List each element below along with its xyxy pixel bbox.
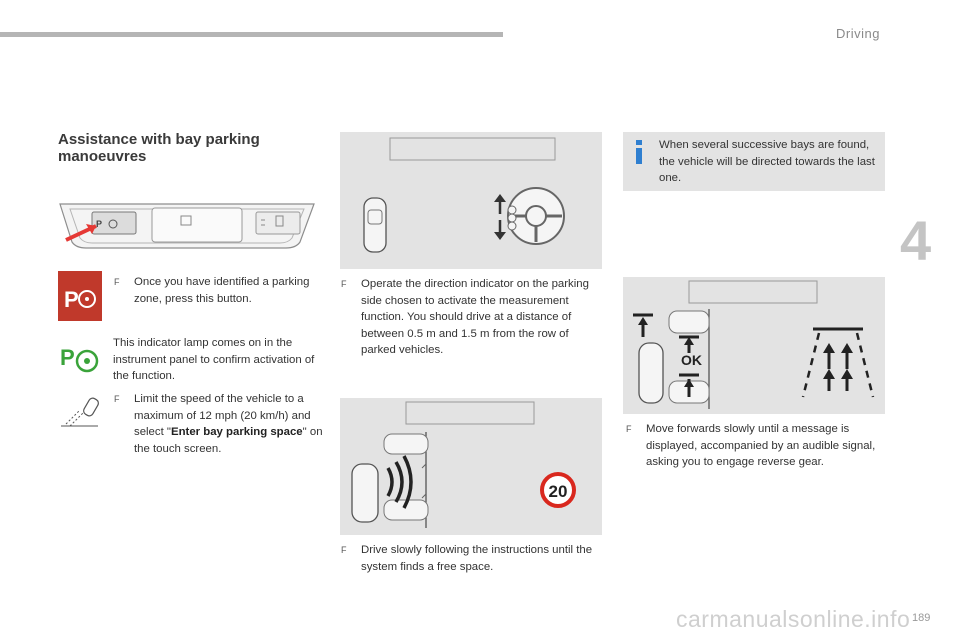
chapter-number: 4 — [900, 209, 932, 272]
park-assist-button-icon — [58, 271, 102, 321]
dashboard-console-illustration — [56, 196, 318, 256]
step-limit-speed: F Limit the speed of the vehicle to a maximum of 12 mph (20 km/h) and select "Enter bay parking space" on the touch screen. — [114, 393, 323, 455]
illustration-drive-slowly — [340, 398, 602, 535]
watermark: carmanualsonline.info — [676, 606, 911, 632]
indicator-lamp-icon — [58, 340, 102, 378]
step-indicator-lamp: This indicator lamp comes on in the instrument panel to confirm activation of the function. — [113, 337, 315, 382]
speed-limit-sign-icon: 20 — [548, 482, 568, 501]
step-move-forwards: F Move forwards slowly until a message is displayed, accompanied by an audible signal, asking you to engage reverse gear. — [626, 423, 876, 468]
svg-text:P: P — [64, 287, 79, 312]
button-p-letter: P — [96, 219, 103, 229]
ok-label-icon: OK — [681, 352, 702, 368]
info-note — [623, 132, 885, 191]
illustration-move-forwards — [623, 277, 885, 414]
step-press-button: F Once you have identified a parking zone, press this button. — [114, 274, 324, 307]
svg-text:P: P — [60, 345, 75, 370]
touch-screen-icon — [58, 394, 104, 430]
step-direction-indicator: F Operate the direction indicator on the parking side chosen to activate the measurement function. You should drive at a distance of between 0.5 m and 1.5 m from the row of parked vehicles. — [341, 278, 589, 356]
info-note-text: When several successive bays are found, the vehicle will be directed towards the last one. — [659, 139, 875, 184]
step-drive-slowly: F Drive slowly following the instructions until the system finds a free space. — [341, 544, 593, 573]
page-number: 189 — [912, 612, 931, 624]
illustration-direction-indicator — [340, 132, 602, 269]
top-rule — [0, 32, 503, 37]
page-title: Assistance with bay parking manoeuvres — [58, 131, 260, 165]
section-name: Driving — [836, 26, 880, 41]
bullet-marker: F — [114, 277, 120, 287]
info-icon — [634, 140, 644, 164]
